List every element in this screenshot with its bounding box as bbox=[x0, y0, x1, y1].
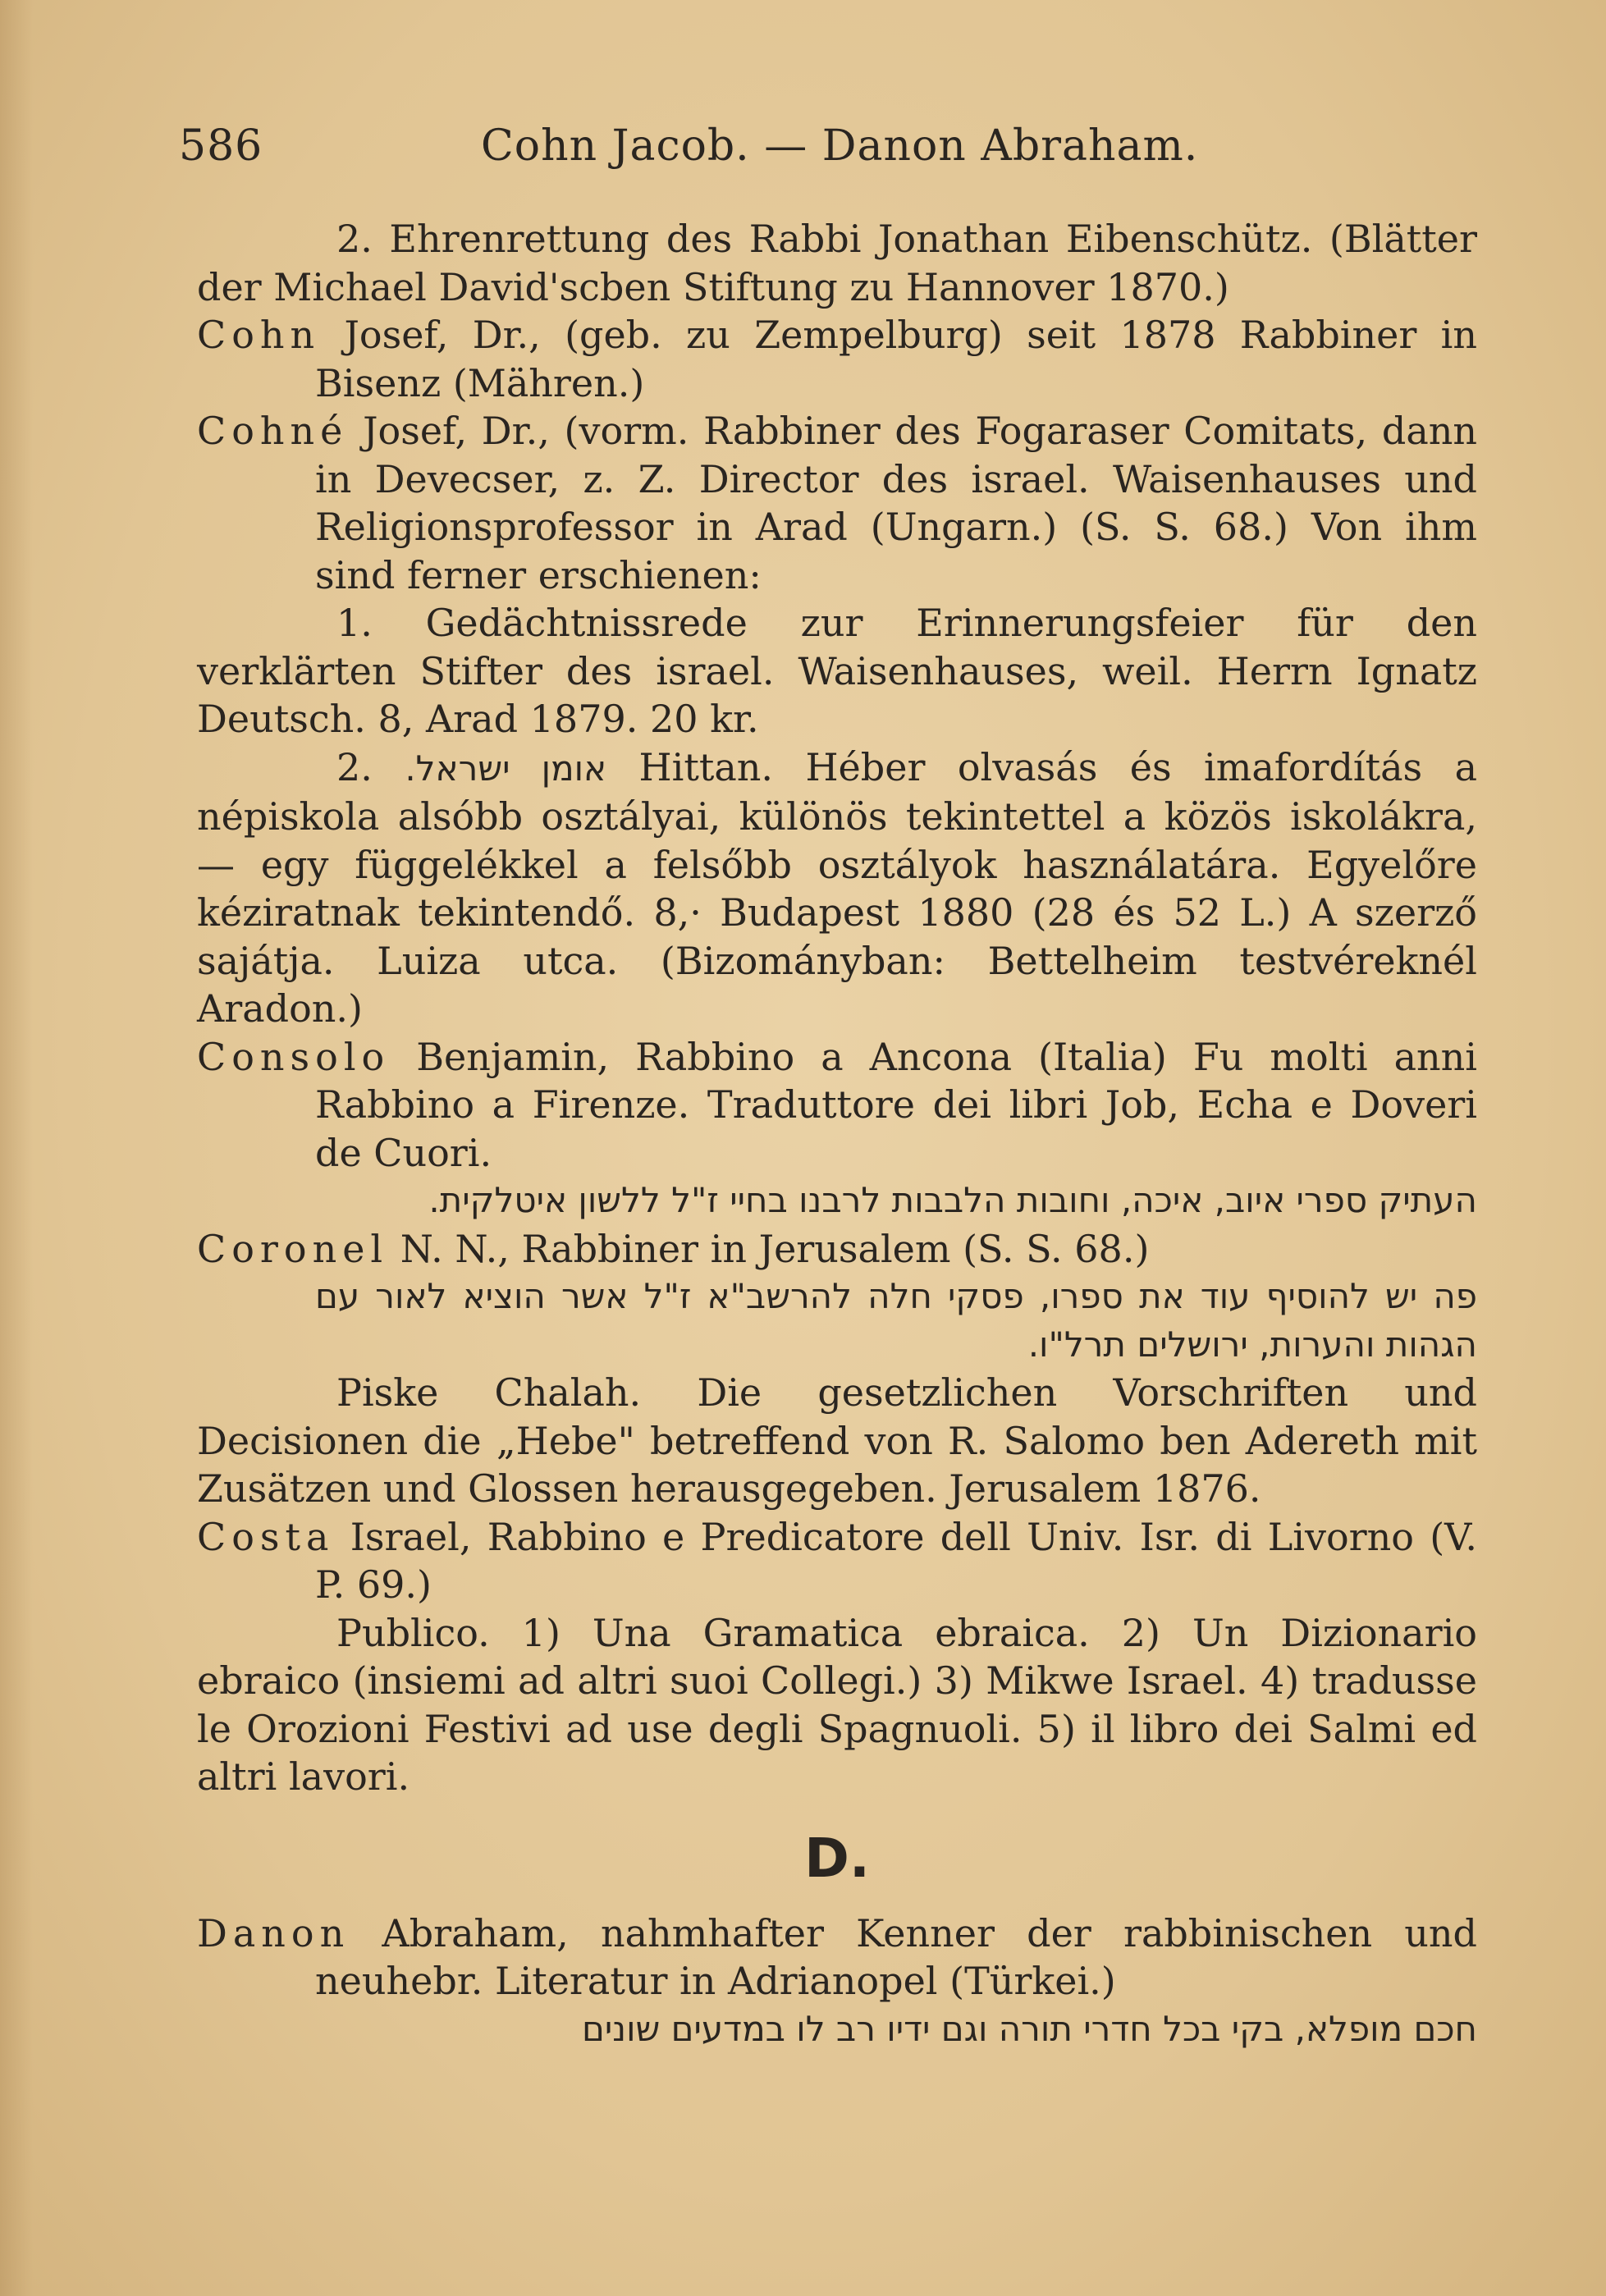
paragraph-publico: Publico. 1) Una Gramatica ebraica. 2) Un Dizionario ebraico (insiemi ad altri suoi Collegi.) 3) Mikwe Israel. 4) tradusse le Orozioni Festivi ad use degli Spagnuoli. 5) il libro dei Salmi ed altri lavori. bbox=[197, 1610, 1477, 1799]
entry-danon-abraham bbox=[197, 1910, 1477, 2006]
entry-costa-israel bbox=[197, 1513, 1477, 1609]
entry-cohne-josef bbox=[197, 407, 1477, 599]
entry-name: Coronel bbox=[197, 1226, 389, 1271]
paragraph-text: Hittan. Héber olvasás és imafordítás a népiskola alsóbb osztályai, különös tekintettel a közös iskolákra, — egy függelékkel a felsőbb osztályok használatára. Egyelőre kéziratnak tekintendő. 8,· Budapest 1880 (28 és 52 L.) A szerző sajátja. Luiza utca. (Bizományban: Bettelheim testvéreknél Aradon.) bbox=[197, 744, 1477, 1031]
paragraph-piske-chalah: Piske Chalah. Die gesetzlichen Vorschriften und Decisionen die „Hebe" betreffend von R. Salomo ben Adereth mit Zusätzen und Glossen herausgegeben. Jerusalem 1876. bbox=[197, 1370, 1477, 1511]
entry-text: Benjamin, Rabbino a Ancona (Italia) Fu molti anni Rabbino a Firenze. Traduttore dei libri Job, Echa e Doveri de Cuori. bbox=[315, 1034, 1477, 1175]
entry-name: Consolo bbox=[197, 1034, 391, 1079]
paragraph-gedaechtnissrede: 1. Gedächtnissrede zur Erinnerungsfeier für den verklärten Stifter des israel. Waisenhauses, weil. Herrn Ignatz Deutsch. 8, Arad 1879. 20 kr. bbox=[197, 601, 1477, 741]
page-edge-shading bbox=[0, 0, 33, 2296]
hebrew-paragraph-danon: חכם מופלא, בקי בכל חדרי תורה וגם ידיו רב לו במדעים שונים bbox=[581, 2008, 1477, 2049]
paragraph-ehrenrettung: 2. Ehrenrettung des Rabbi Jonathan Eibenschütz. (Blätter der Michael David'scben Stiftung zu Hannover 1870.) bbox=[197, 217, 1477, 309]
entry-cohn-josef bbox=[197, 311, 1477, 407]
entry-text: N. N., Rabbiner in Jerusalem (S. S. 68.) bbox=[388, 1226, 1150, 1271]
entry-consolo-benjamin bbox=[197, 1033, 1477, 1178]
entry-text: Josef, Dr., (geb. zu Zempelburg) seit 1878 Rabbiner in Bisenz (Mähren.) bbox=[315, 313, 1477, 405]
hebrew-paragraph-consolo: העתיק ספרי איוב, איכה, וחובות הלבבות לרבנו בחיי ז"ל ללשון איטלקית. bbox=[428, 1180, 1477, 1220]
page-number: 586 bbox=[179, 121, 263, 171]
page-body bbox=[197, 215, 1477, 2053]
running-title: Cohn Jacob. — Danon Abraham. bbox=[481, 121, 1199, 171]
entry-text: Josef, Dr., (vorm. Rabbiner des Fogaraser Comitats, dann in Devecser, z. Z. Director des israel. Waisenhauses und Religionsprofessor in Arad (Ungarn.) (S. S. 68.) Von ihm sind ferner erschienen: bbox=[315, 409, 1477, 597]
hebrew-title: אומן ישראל. bbox=[405, 748, 607, 789]
entry-name: Cohn bbox=[197, 313, 321, 357]
entry-text: Abraham, nahmhafter Kenner der rabbinischen und neuhebr. Literatur in Adrianopel (Türkei.) bbox=[315, 1910, 1477, 2003]
entry-coronel bbox=[197, 1225, 1477, 1274]
item-number: 2. bbox=[336, 744, 405, 789]
hebrew-paragraph-coronel: פה יש להוסיף עוד את ספרו, פסקי חלה להרשב"א ז"ל אשר הוציא לאור עם הגהות והערות, ירושלים תרל"ו. bbox=[315, 1276, 1477, 1365]
entry-name: Cohné bbox=[197, 409, 349, 453]
section-heading-d: D. bbox=[804, 1826, 870, 1890]
entry-text: Israel, Rabbino e Predicatore dell Univ. Isr. di Livorno (V. P. 69.) bbox=[315, 1514, 1477, 1607]
entry-name: Danon bbox=[197, 1910, 350, 1955]
entry-name: Costa bbox=[197, 1514, 335, 1559]
paragraph-hittan bbox=[197, 743, 1477, 1033]
